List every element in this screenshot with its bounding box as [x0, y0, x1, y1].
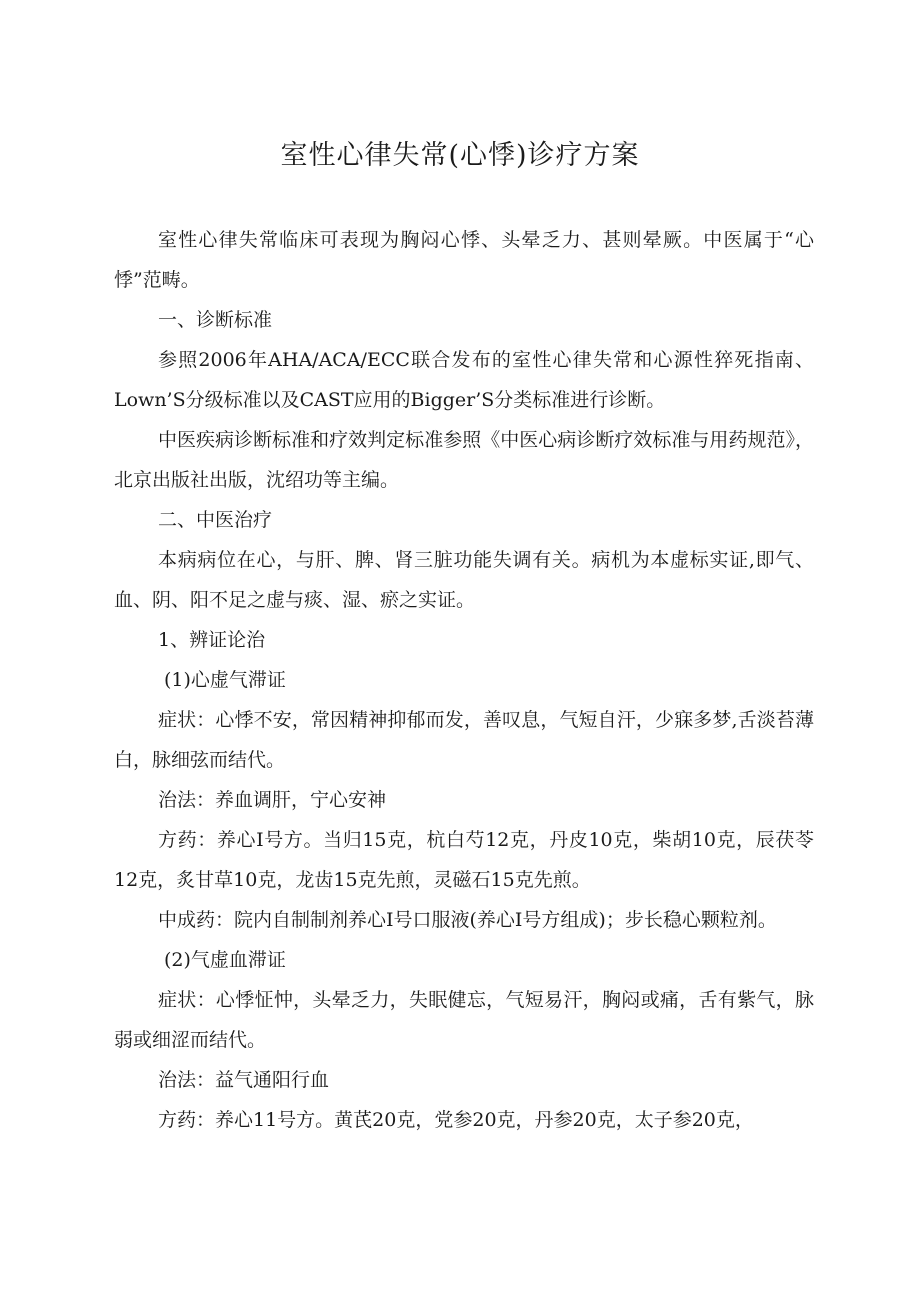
- section-heading-treatment: 二、中医治疗: [158, 509, 273, 531]
- subheading-syndrome-differentiation: 1、辨证论治: [158, 629, 266, 651]
- paragraph-diagnosis-western: 参照2006年AHA/ACA/ECC联合发布的室性心律失常和心源性猝死指南、Lown’S分级标准以及CAST应用的Bigger’S分类标准进行诊断。: [114, 349, 814, 411]
- paragraph-pattern-2-method: 治法：益气通阳行血: [158, 1069, 330, 1091]
- subheading-pattern-2: (2)气虚血滞证: [164, 949, 286, 971]
- paragraph-pattern-2-symptoms: 症状：心悸怔忡，头晕乏力，失眠健忘，气短易汗，胸闷或痛，舌有紫气，脉弱或细涩而结代。: [114, 989, 814, 1051]
- document-body: [114, 220, 814, 1140]
- paragraph-pathogenesis: 本病病位在心，与肝、脾、肾三脏功能失调有关。病机为本虚标实证,即气、血、阴、阳不足之虚与痰、湿、瘀之实证。: [114, 549, 814, 611]
- paragraph-diagnosis-tcm: 中医疾病诊断标准和疗效判定标准参照《中医心病诊断疗效标准与用药规范》，北京出版社出版，沈绍功等主编。: [114, 429, 814, 491]
- paragraph-pattern-1-symptoms: 症状：心悸不安，常因精神抑郁而发，善叹息，气短自汗，少寐多梦,舌淡苔薄白，脉细弦而结代。: [114, 709, 814, 771]
- paragraph-pattern-1-formula: 方药：养心Ⅰ号方。当归15克，杭白芍12克，丹皮10克，柴胡10克，辰茯苓12克，炙甘草10克，龙齿15克先煎，灵磁石15克先煎。: [114, 829, 814, 891]
- subheading-pattern-1: (1)心虚气滞证: [164, 669, 286, 691]
- document-title: 室性心律失常(心悸)诊疗方案: [280, 140, 640, 171]
- paragraph-pattern-1-patent-medicine: 中成药：院内自制制剂养心Ⅰ号口服液(养心Ⅰ号方组成)；步长稳心颗粒剂。: [158, 909, 777, 931]
- paragraph-pattern-2-formula: 方药：养心11号方。黄芪20克，党参20克，丹参20克，太子参20克，: [158, 1109, 754, 1131]
- section-heading-diagnosis: 一、诊断标准: [158, 309, 273, 331]
- paragraph-intro: 室性心律失常临床可表现为胸闷心悸、头晕乏力、甚则晕厥。中医属于“心悸”范畴。: [114, 229, 814, 291]
- paragraph-pattern-1-method: 治法：养血调肝，宁心安神: [158, 789, 387, 811]
